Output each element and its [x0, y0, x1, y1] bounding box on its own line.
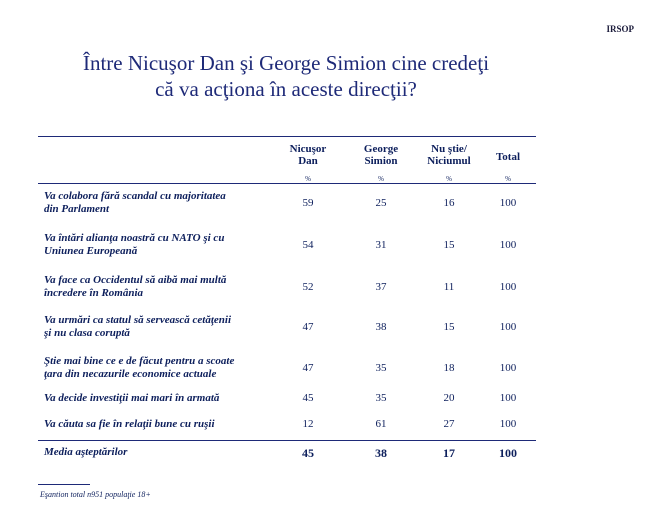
table-header-rule [38, 183, 536, 184]
row-label-line: încredere în România [44, 287, 144, 299]
footnote: Eşantion total n951 populaţie 18+ [40, 490, 151, 499]
row-label-line: Va face ca Occidentul să aibă mai multă [44, 274, 227, 286]
table-cell-value: 54 [302, 239, 314, 251]
table-cell-value: 100 [499, 197, 517, 209]
table-cell-value: 31 [375, 239, 387, 251]
row-label-line: Uniunea Europeană [44, 245, 138, 257]
column-header-line: Total [495, 151, 521, 163]
footnote-rule [38, 484, 90, 485]
table-cell-value: 12 [302, 418, 314, 430]
table-cell-value: 47 [302, 321, 314, 333]
table-cell-value: 15 [443, 239, 455, 251]
row-label-line: din Parlament [44, 203, 110, 215]
table-cell-value: 35 [375, 392, 387, 404]
row-label [44, 232, 274, 258]
table-cell-value: 100 [499, 281, 517, 293]
summary-value: 17 [443, 446, 455, 460]
row-label [44, 392, 274, 405]
table-cell-value: 16 [443, 197, 455, 209]
column-unit: % [305, 175, 311, 183]
row-label [44, 418, 274, 431]
table-cell-value: 11 [443, 281, 455, 293]
table-cell-value: 35 [375, 362, 387, 374]
table-cell-value: 100 [499, 418, 517, 430]
row-label-line: ţara din necazurile economice actuale [44, 368, 217, 380]
column-header-line: Niciumul [427, 155, 471, 167]
column-header [486, 151, 530, 163]
row-label [44, 190, 274, 216]
row-label [44, 314, 274, 340]
column-header-line: Simion [364, 155, 398, 167]
table-cell-value: 18 [443, 362, 455, 374]
row-label [44, 355, 274, 381]
brand-label: IRSOP [606, 24, 634, 34]
table-cell-value: 38 [375, 321, 387, 333]
column-header-line: Dan [298, 155, 318, 167]
chart-title [0, 50, 572, 102]
column-unit: % [446, 175, 452, 183]
table-cell-value: 45 [302, 392, 314, 404]
row-label-line: Va colabora fără scandal cu majoritatea [44, 190, 226, 202]
column-unit: % [505, 175, 511, 183]
summary-value: 38 [375, 446, 387, 460]
table-cell-value: 47 [302, 362, 314, 374]
table-cell-value: 100 [499, 392, 517, 404]
summary-value: 100 [499, 446, 517, 460]
table-cell-value: 25 [375, 197, 387, 209]
row-label-line: Va decide investiţii mai mari în armată [44, 392, 220, 404]
table-cell-value: 52 [302, 281, 314, 293]
summary-value: 45 [302, 446, 314, 460]
row-label-line: Ştie mai bine ce e de făcut pentru a scoate [44, 355, 235, 367]
table-cell-value: 59 [302, 197, 314, 209]
column-header-line: Nu ştie/ [431, 143, 467, 155]
table-cell-value: 100 [499, 239, 517, 251]
row-label-line: Va căuta sa fie în relaţii bune cu ruşii [44, 418, 215, 430]
title-line-2: că va acţiona în aceste direcţii? [155, 77, 417, 101]
title-line-1: Între Nicuşor Dan şi George Simion cine credeţi [82, 51, 490, 75]
table-cell-value: 20 [443, 392, 455, 404]
row-label [44, 274, 274, 300]
table-cell-value: 37 [375, 281, 387, 293]
column-header-line: Nicuşor [289, 143, 327, 155]
table-cell-value: 100 [499, 321, 517, 333]
table-cell-value: 15 [443, 321, 455, 333]
column-header-line: George [363, 143, 399, 155]
table-top-rule [38, 136, 536, 137]
column-header [351, 143, 411, 167]
column-unit: % [378, 175, 384, 183]
row-label-line: Va întări alianţa noastră cu NATO şi cu [44, 232, 225, 244]
column-header [417, 143, 481, 167]
table-cell-value: 27 [443, 418, 455, 430]
table-summary-rule [38, 440, 536, 441]
summary-label: Media aşteptărilor [44, 446, 128, 458]
column-header [278, 143, 338, 167]
row-label-line: şi nu clasa coruptă [44, 327, 130, 339]
table-cell-value: 100 [499, 362, 517, 374]
table-cell-value: 61 [375, 418, 387, 430]
row-label-line: Va urmări ca statul să servească cetăţenii [44, 314, 231, 326]
